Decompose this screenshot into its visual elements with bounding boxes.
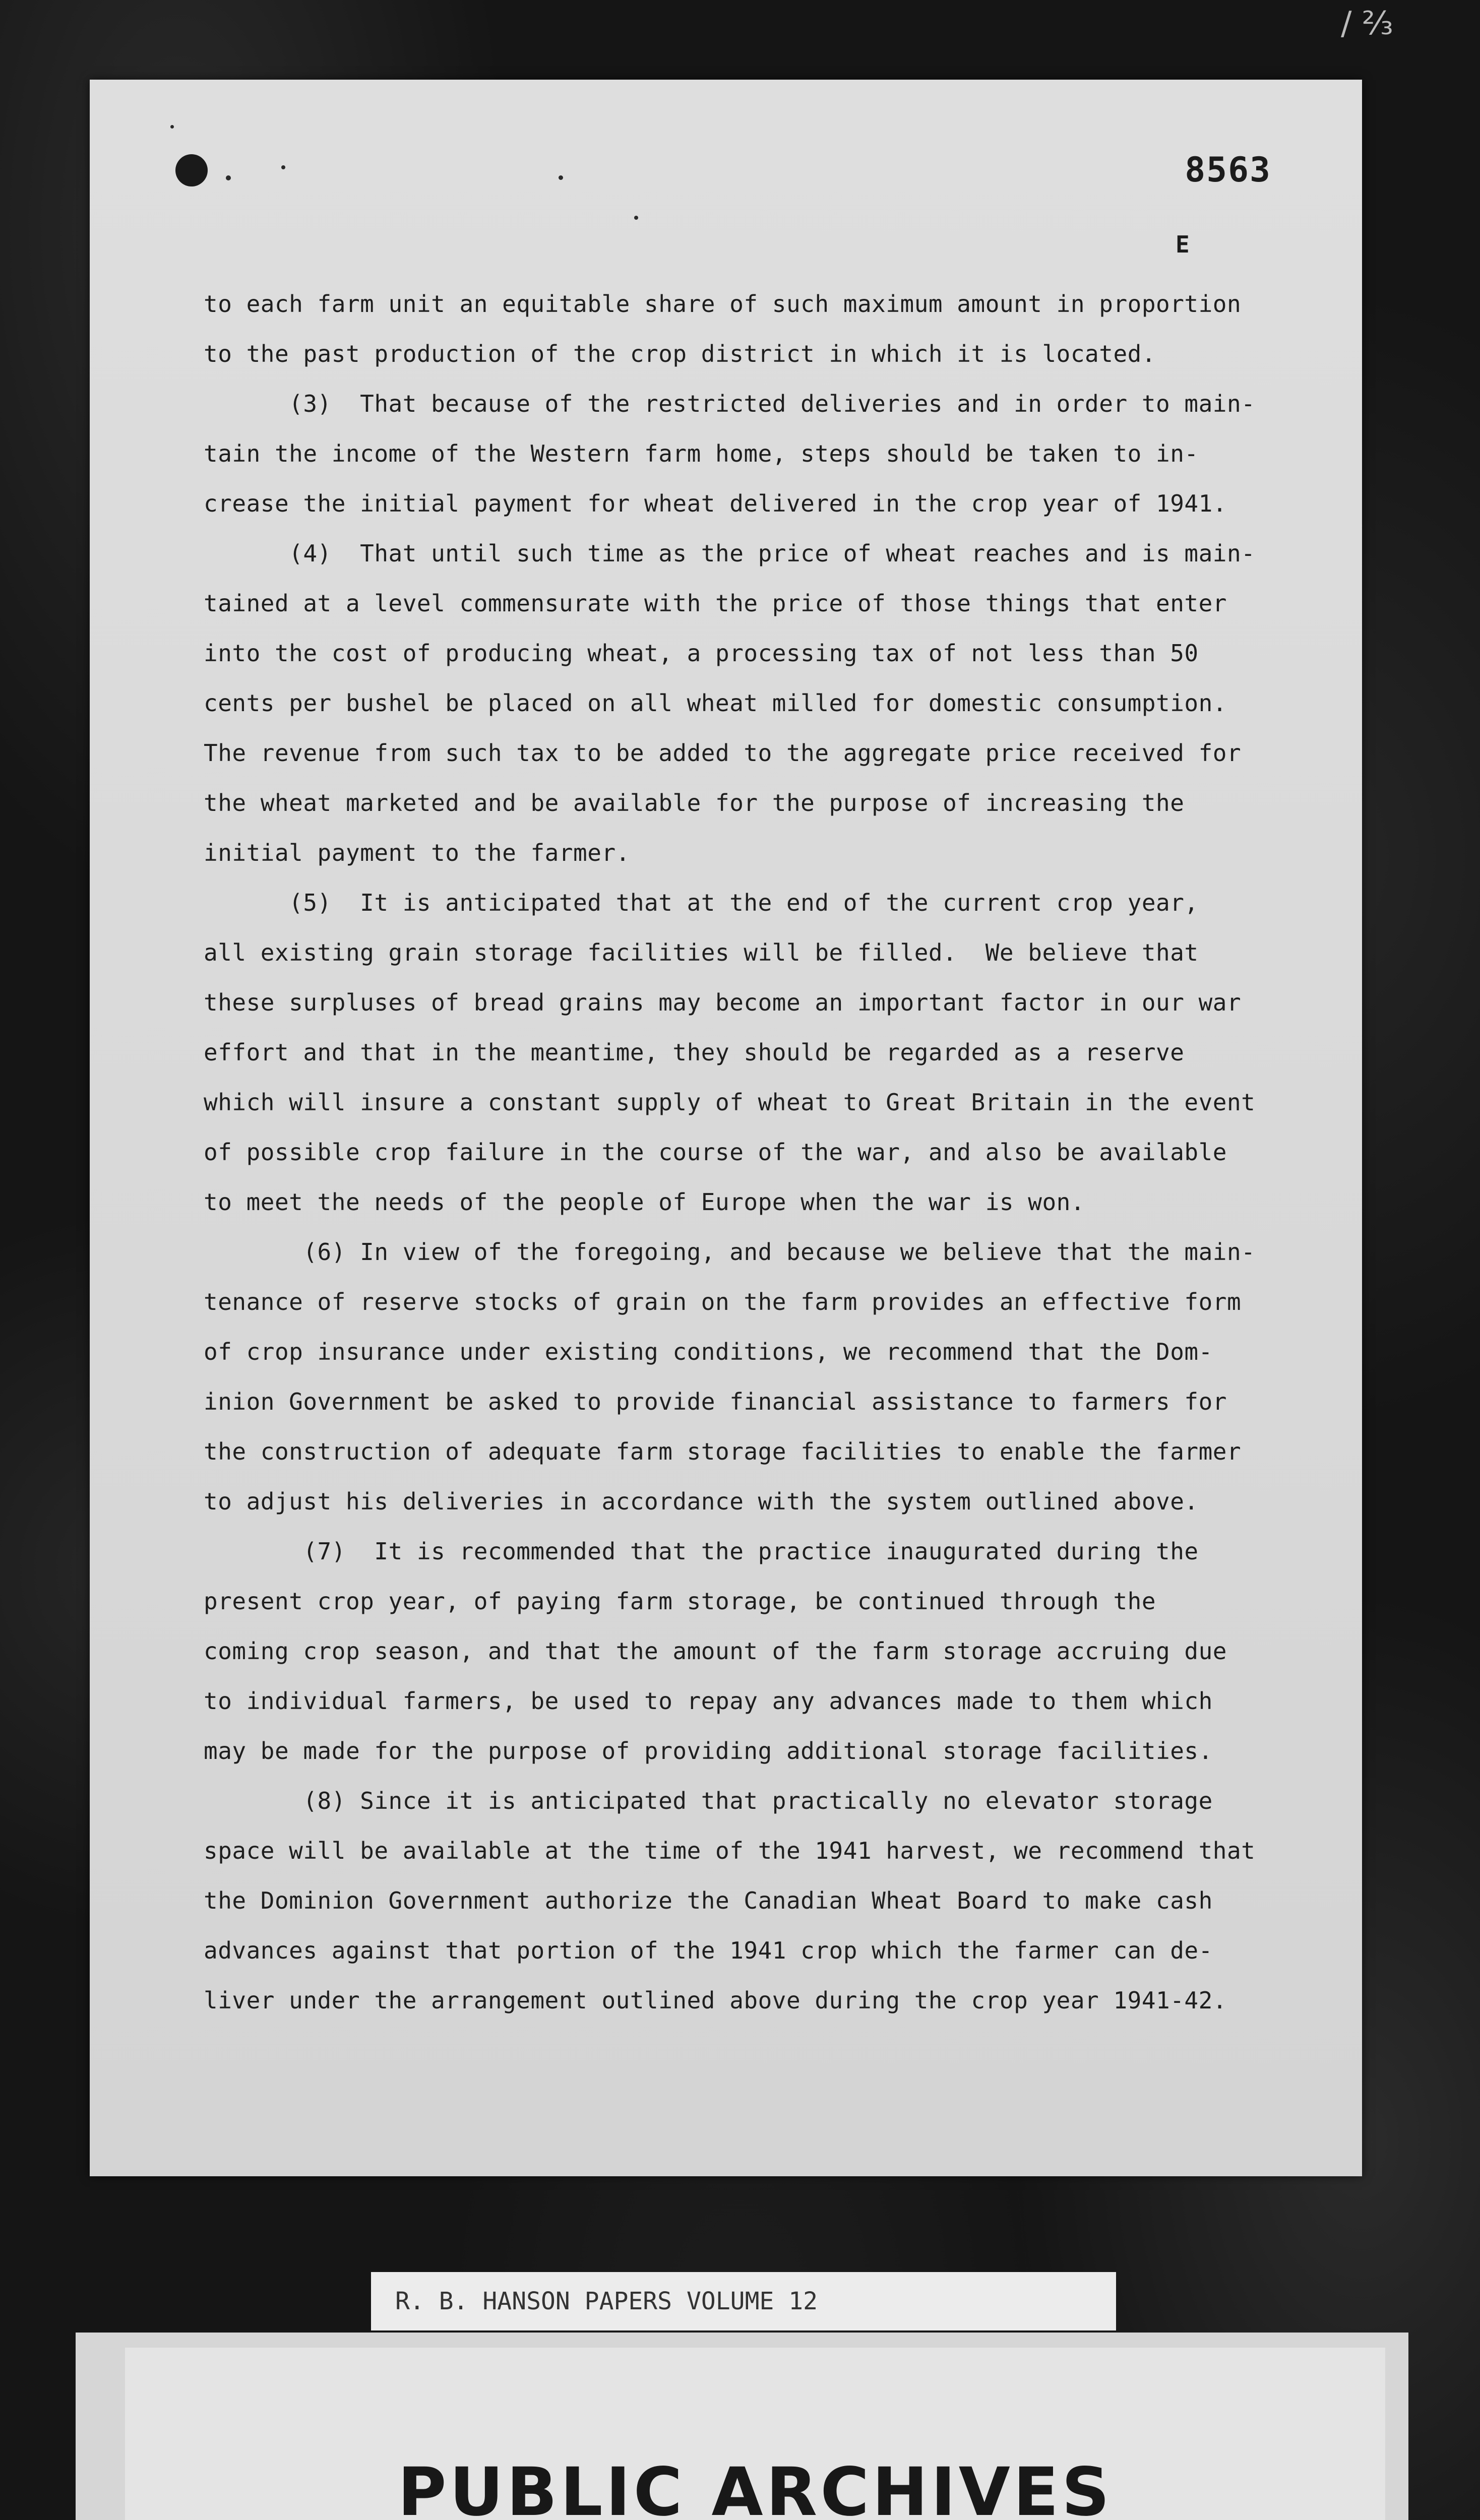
text-line: which will insure a constant supply of wheat to Great Britain in the event — [204, 1089, 1256, 1116]
archive-volume-label — [371, 2272, 1116, 2330]
text-line: all existing grain storage facilities will be filled. We believe that — [204, 939, 1199, 966]
text-line: The revenue from such tax to be added to the aggregate price received for — [204, 739, 1242, 767]
text-line: (3) That because of the restricted deliveries and in order to main- — [204, 390, 1256, 417]
text-line: into the cost of producing wheat, a processing tax of not less than 50 — [204, 640, 1199, 667]
text-line: space will be available at the time of the 1941 harvest, we recommend that — [204, 1837, 1256, 1864]
text-line: tain the income of the Western farm home, steps should be taken to in- — [204, 440, 1199, 467]
text-line: (4) That until such time as the price of wheat reaches and is main- — [204, 540, 1256, 567]
text-line: crease the initial payment for wheat delivered in the crop year of 1941. — [204, 490, 1227, 517]
text-line: advances against that portion of the 1941 crop which the farmer can de- — [204, 1937, 1213, 1964]
page-speck — [170, 125, 174, 129]
text-line: present crop year, of paying farm storage, be continued through the — [204, 1588, 1156, 1615]
text-line: tained at a level commensurate with the price of those things that enter — [204, 590, 1227, 617]
text-line: these surpluses of bread grains may become an important factor in our war — [204, 989, 1242, 1016]
text-line: (6) In view of the foregoing, and because we believe that the main- — [204, 1238, 1256, 1266]
text-line: to meet the needs of the people of Europe when the war is won. — [204, 1188, 1085, 1216]
text-line: to the past production of the crop district in which it is located. — [204, 340, 1156, 367]
text-line: initial payment to the farmer. — [204, 839, 630, 866]
text-line: to each farm unit an equitable share of such maximum amount in proportion — [204, 290, 1242, 318]
text-line: the Dominion Government authorize the Canadian Wheat Board to make cash — [204, 1887, 1213, 1914]
page-speck — [634, 216, 638, 220]
page-speck — [226, 175, 231, 180]
text-line: liver under the arrangement outlined above during the crop year 1941-42. — [204, 1987, 1227, 2014]
text-line: coming crop season, and that the amount of the farm storage accruing due — [204, 1637, 1227, 1665]
text-line: the wheat marketed and be available for the purpose of increasing the — [204, 789, 1185, 816]
archive-volume-text: R. B. HANSON PAPERS VOLUME 12 — [395, 2287, 818, 2315]
text-line: inion Government be asked to provide financial assistance to farmers for — [204, 1388, 1227, 1415]
punch-hole — [175, 154, 208, 186]
text-line: to adjust his deliveries in accordance with the system outlined above. — [204, 1488, 1199, 1515]
page-number: 8563 — [1185, 150, 1271, 190]
page-speck — [281, 165, 285, 169]
page-speck — [559, 175, 563, 180]
text-line: cents per bushel be placed on all wheat milled for domestic consumption. — [204, 689, 1227, 717]
text-line: may be made for the purpose of providing additional storage facilities. — [204, 1737, 1213, 1765]
text-line: of possible crop failure in the course of the war, and also be available — [204, 1139, 1227, 1166]
text-line: of crop insurance under existing conditions, we recommend that the Dom- — [204, 1338, 1213, 1365]
text-line: tenance of reserve stocks of grain on the farm provides an effective form — [204, 1288, 1242, 1315]
document-page — [90, 80, 1362, 2176]
text-line: effort and that in the meantime, they should be regarded as a reserve — [204, 1039, 1185, 1066]
text-line: (5) It is anticipated that at the end of the current crop year, — [204, 889, 1199, 916]
corner-pencil-mark: / ⅔ — [1341, 5, 1393, 42]
text-line: (8) Since it is anticipated that practically no elevator storage — [204, 1787, 1213, 1814]
archives-stamp-card — [76, 2333, 1408, 2520]
text-line: to individual farmers, be used to repay any advances made to them which — [204, 1687, 1213, 1715]
stamp-line-public-archives: PUBLIC ARCHIVES — [397, 2453, 1113, 2520]
archives-stamp-inner — [125, 2348, 1385, 2520]
text-line: the construction of adequate farm storage facilities to enable the farmer — [204, 1438, 1242, 1465]
body-text — [204, 279, 1333, 2026]
page-letter: E — [1176, 231, 1190, 258]
text-line: (7) It is recommended that the practice inaugurated during the — [204, 1538, 1199, 1565]
